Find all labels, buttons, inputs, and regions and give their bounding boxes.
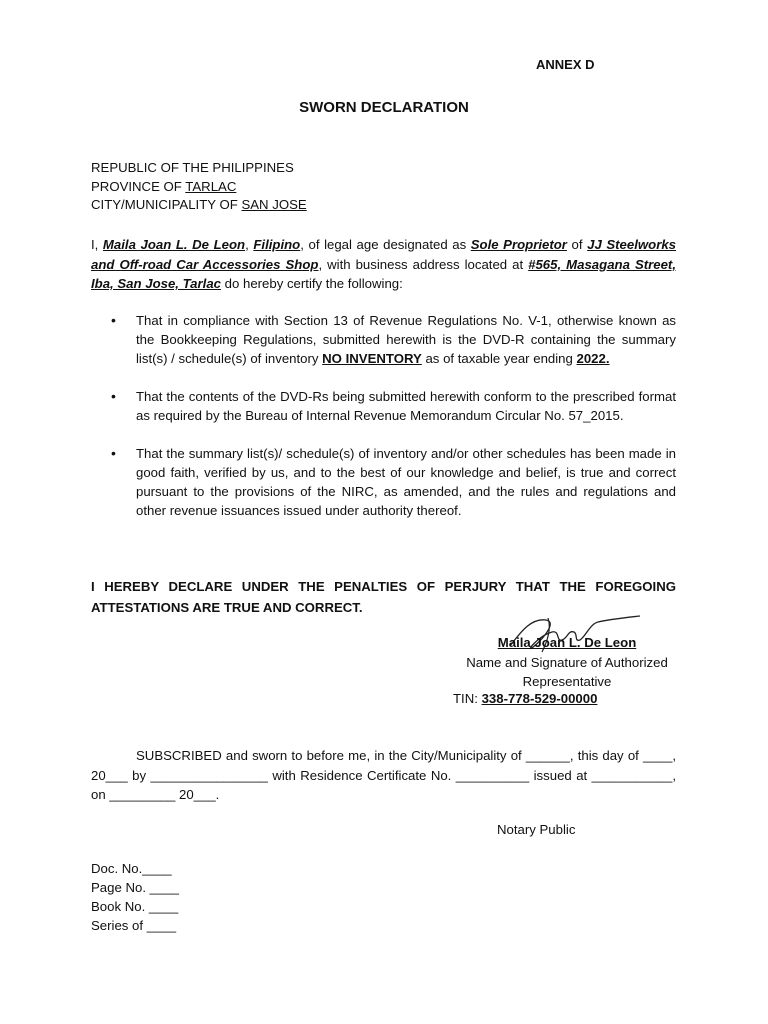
bullet-icon: • bbox=[111, 312, 116, 328]
signatory-caption: Name and Signature of Authorized bbox=[466, 654, 668, 670]
city-value: SAN JOSE bbox=[241, 197, 307, 212]
series-of: Series of ____ bbox=[91, 918, 177, 933]
signatory-caption-2: Representative bbox=[522, 674, 612, 689]
signatory-block bbox=[437, 633, 697, 692]
province-value: TARLAC bbox=[185, 178, 237, 194]
list-item: • That the contents of the DVD-Rs being submitted herewith conform to the prescribed format as required by the Bureau of Internal Revenue Memorandum Circular No. 57_2015. bbox=[111, 388, 676, 423]
list-item: • That the summary list(s)/ schedule(s) of inventory and/or other schedules has been made in good faith, verified by us, and to the best of our knowledge and belief, is true and correct pursuant to the provisions of the NIRC, as amended, and the rules and regulations and other revenue issuances issued under authority thereof. bbox=[111, 445, 676, 518]
position: Sole Proprietor bbox=[470, 237, 567, 252]
notary-public-label: Notary Public bbox=[497, 822, 576, 837]
jurat-paragraph: SUBSCRIBED and sworn to before me, in the City/Municipality of ______, this day of ____, 20___ by ________________ with Residence Certificate No. __________ issued at ___________, on _________ 20___. bbox=[91, 748, 676, 802]
doc-no: Doc. No.____ bbox=[91, 861, 172, 876]
business-name: JJ Steelworks and Off-road Car Accessories Shop bbox=[91, 237, 676, 272]
venue-block bbox=[91, 159, 307, 215]
intro-paragraph: I, Maila Joan L. De Leon, Filipino, of legal age designated as Sole Proprietor of JJ Steelworks and Off-road Car Accessories Shop, with business address located at #565, Masagana Street, Iba, San Jose, Tarlac do hereby certify the following: bbox=[91, 237, 676, 291]
taxable-year: 2022. bbox=[576, 351, 610, 366]
page-no: Page No. ____ bbox=[91, 880, 179, 895]
bullet-icon: • bbox=[111, 388, 116, 404]
notarial-register bbox=[91, 859, 179, 935]
document-title: SWORN DECLARATION bbox=[299, 99, 469, 116]
inventory-status: NO INVENTORY bbox=[322, 351, 422, 366]
tin-value: 338-778-529-00000 bbox=[481, 691, 598, 706]
book-no: Book No. ____ bbox=[91, 899, 179, 914]
city-line: CITY/MUNICIPALITY OF SAN JOSE bbox=[91, 197, 307, 212]
bullet-icon: • bbox=[111, 445, 116, 461]
signatory-name: Maila Joan L. De Leon bbox=[497, 635, 637, 650]
certification-list bbox=[91, 311, 676, 539]
list-item: • That in compliance with Section 13 of Revenue Regulations No. V-1, otherwise known as the Bookkeeping Regulations, submitted herewith is the DVD-R containing the summary list(s) / schedule(s) of inventory NO INVENTORY as of taxable year ending 2022. bbox=[111, 312, 676, 366]
tin-line: TIN: 338-778-529-00000 bbox=[453, 691, 598, 706]
province-line: PROVINCE OF TARLAC bbox=[91, 178, 237, 194]
annex-label: ANNEX D bbox=[536, 57, 595, 72]
business-address: #565, Masagana Street, Iba, San Jose, Tarlac bbox=[91, 256, 676, 291]
perjury-declaration: I HEREBY DECLARE UNDER THE PENALTIES OF PERJURY THAT THE FOREGOING ATTESTATIONS ARE TRUE AND CORRECT. bbox=[91, 579, 676, 615]
nationality: Filipino bbox=[253, 237, 301, 252]
country-line: REPUBLIC OF THE PHILIPPINES bbox=[91, 160, 294, 175]
declarant-name: Maila Joan L. De Leon bbox=[102, 237, 246, 252]
